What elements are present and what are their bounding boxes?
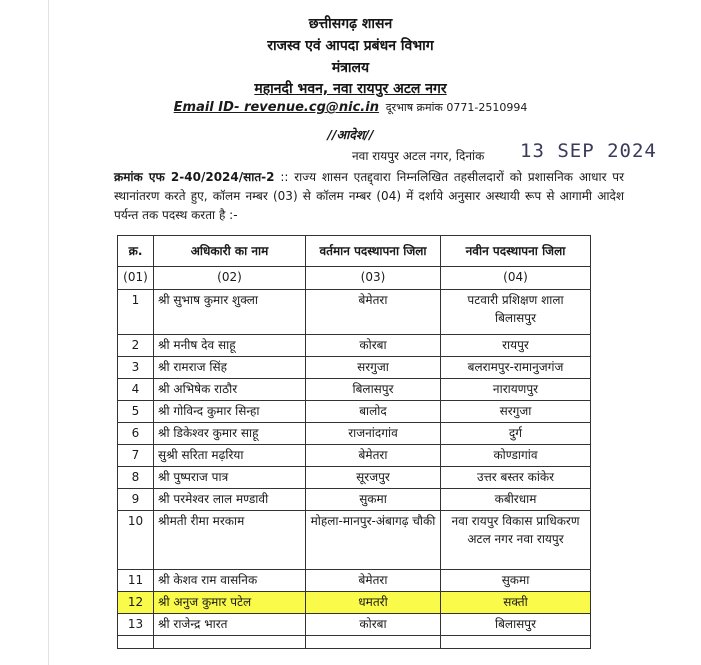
cell-officer-name: श्री केशव राम वासनिक [154,570,306,592]
transfer-table [117,235,591,649]
cell-current-posting: सुकमा [306,489,441,511]
header-officer-name: अधिकारी का नाम [154,236,306,267]
table-row [118,379,591,401]
place-date-label: नवा रायपुर अटल नगर, दिनांक [352,149,485,163]
order-body-text: :: राज्य शासन एतद्द्वारा निम्नलिखित तहसीलदारों को प्रशासनिक आधार पर स्थानांतरण करते हुए, कॉलम नम्बर (03) से कॉलम नम्बर (04) में दर्शाये अनुसार अस्थायी रूप से आगामी आदेश पर्यन्त तक पदस्थ करता है :- [114,170,624,222]
phone-number: दूरभाष क्रमांक 0771-2510994 [385,101,528,114]
cut-off-table-row [118,636,591,649]
cell-sno: 2 [118,335,154,357]
cell-officer-name: श्री परमेश्वर लाल मण्डावी [154,489,306,511]
highlighted-table-row [118,592,591,614]
cell-sno: 3 [118,357,154,379]
cell-officer-name: श्रीमती रीमा मरकाम [154,511,306,570]
table-row [118,511,591,570]
cell-current-posting: राजनांदगांव [306,423,441,445]
colnum-2: (02) [154,267,306,290]
ministry-label: मंत्रालय [331,60,370,76]
order-title: //आदेश// [327,127,374,142]
office-address: महानदी भवन, नवा रायपुर अटल नगर [254,81,447,97]
cell-sno: 4 [118,379,154,401]
cell-new-posting: सरगुजा [441,401,591,423]
cell-new-posting: रायपुर [441,335,591,357]
colnum-1: (01) [118,267,154,290]
header-current-posting: वर्तमान पदस्थापना जिला [306,236,441,267]
contact-line [0,100,701,115]
colnum-3: (03) [306,267,441,290]
government-name: छत्तीसगढ़ शासन [308,16,393,32]
cell-current-posting: धमतरी [306,592,441,614]
table-row [118,445,591,467]
department-name: राजस्व एवं आपदा प्रबंधन विभाग [267,38,434,54]
table-row [118,357,591,379]
cell-sno: 10 [118,511,154,570]
cell-sno: 1 [118,290,154,335]
table-row [118,570,591,592]
cell-current-posting: बालोद [306,401,441,423]
cell-officer-name: श्री सुभाष कुमार शुक्ला [154,290,306,335]
cell-new-posting: नारायणपुर [441,379,591,401]
cell-current-posting: बेमेतरा [306,290,441,335]
cell-sno: 12 [118,592,154,614]
cell-sno: 8 [118,467,154,489]
cell-new-posting: उत्तर बस्तर कांकेर [441,467,591,489]
cell-sno: 5 [118,401,154,423]
colnum-4: (04) [441,267,591,290]
cell-officer-name: श्री अनुज कुमार पटेल [154,592,306,614]
order-paragraph [114,168,624,225]
table-row [118,614,591,636]
cell-officer-name: सुश्री सरिता मढ़रिया [154,445,306,467]
cell-new-posting: सुकमा [441,570,591,592]
cell-current-posting: बेमेतरा [306,445,441,467]
cell-officer-name: श्री डिकेश्वर कुमार साहू [154,423,306,445]
cell-current-posting: बेमेतरा [306,570,441,592]
date-stamp: 13 SEP 2024 [520,140,657,162]
cell-sno: 9 [118,489,154,511]
cell-new-posting: दुर्ग [441,423,591,445]
cell-officer-name: श्री राजेन्द्र भारत [154,614,306,636]
cell-officer-name: श्री पुष्पराज पात्र [154,467,306,489]
table-row [118,423,591,445]
header-serial: क्र. [118,236,154,267]
cell-current-posting: मोहला-मानपुर-अंबागढ़ चौकी [306,511,441,570]
table-row [118,335,591,357]
cell-sno: 11 [118,570,154,592]
cell-current-posting: बिलासपुर [306,379,441,401]
cell-officer-name: श्री रामराज सिंह [154,357,306,379]
cell-new-posting: सक्ती [441,592,591,614]
table-row [118,401,591,423]
cell-new-posting: कबीरधाम [441,489,591,511]
email-address: Email ID- revenue.cg@nic.in [173,100,379,115]
cell-new-posting: बिलासपुर [441,614,591,636]
cell-current-posting: कोरबा [306,614,441,636]
cell-current-posting: कोरबा [306,335,441,357]
table-header-row [118,236,591,267]
column-number-row [118,267,591,290]
cell-sno: 6 [118,423,154,445]
cell-officer-name: श्री अभिषेक राठौर [154,379,306,401]
cell-officer-name: श्री मनीष देव साहू [154,335,306,357]
cell-new-posting: बलरामपुर-रामानुजगंज [441,357,591,379]
table-row [118,489,591,511]
cell-new-posting: नवा रायपुर विकास प्राधिकरण अटल नगर नवा रायपुर [441,511,591,570]
cell-sno: 7 [118,445,154,467]
cell-new-posting: कोण्डागांव [441,445,591,467]
table-row [118,467,591,489]
table-row [118,290,591,335]
cell-officer-name: श्री गोविन्द कुमार सिन्हा [154,401,306,423]
header-new-posting: नवीन पदस्थापना जिला [441,236,591,267]
cell-current-posting: सरगुजा [306,357,441,379]
cell-new-posting: पटवारी प्रशिक्षण शाला बिलासपुर [441,290,591,335]
cell-sno: 13 [118,614,154,636]
cell-current-posting: सूरजपुर [306,467,441,489]
reference-number: क्रमांक एफ 2-40/2024/सात-2 [114,170,275,184]
